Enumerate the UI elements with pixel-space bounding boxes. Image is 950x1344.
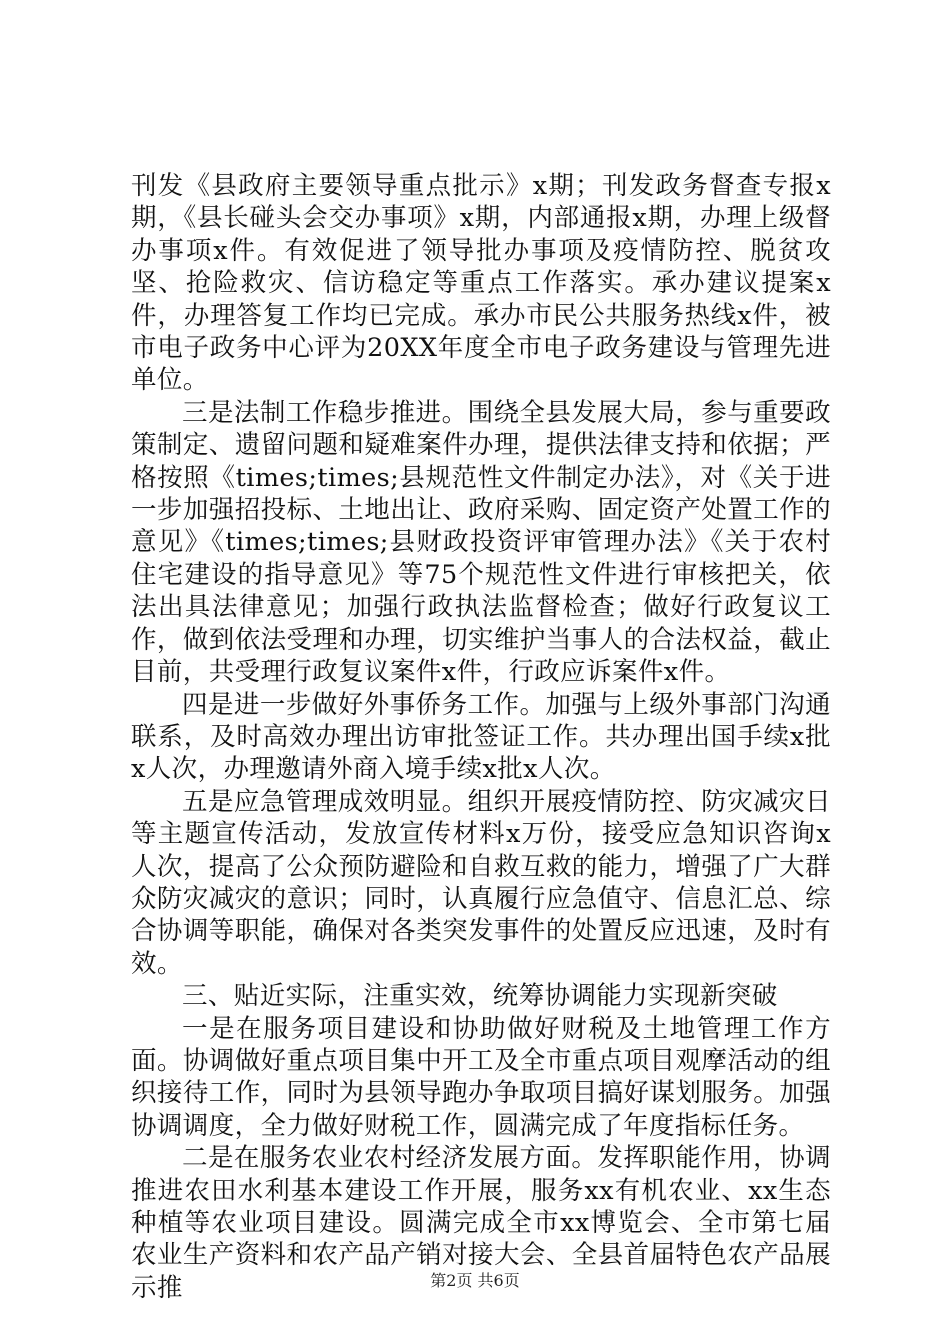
paragraph-legal-work: 三是法制工作稳步推进。围绕全县发展大局，参与重要政策制定、遗留问题和疑难案件办理，提供法律支持和依据；严格按照《times;times;县规范性文件制定办法》，对《关于进一步加强招投标、土地出让、政府采购、固定资产处置工作的意见》《times;times;县财政投资评审管理办法》《关于农村住宅建设的指导意见》等75个规范性文件进行审核把关，依法出具法律意见；加强行政执法监督检查；做好行政复议工作，做到依法受理和办理，切实维护当事人的合法权益，截止目前，共受理行政复议案件x件，行政应诉案件x件。 bbox=[131, 397, 831, 688]
paragraph-agriculture: 二是在服务农业农村经济发展方面。发挥职能作用，协调推进农田水利基本建设工作开展，服务xx有机农业、xx生态种植等农业项目建设。圆满完成全市xx博览会、全市第七届农业生产资料和农产品产销对接大会、全县首届特色农产品展示推 bbox=[131, 1143, 831, 1303]
paragraph-emergency-management: 五是应急管理成效明显。组织开展疫情防控、防灾减灾日等主题宣传活动，发放宣传材料x万份，接受应急知识咨询x人次，提高了公众预防避险和自救互救的能力，增强了广大群众防灾减灾的意识；同时，认真履行应急值守、信息汇总、综合协调等职能，确保对各类突发事件的处置反应迅速，及时有效。 bbox=[131, 786, 831, 979]
paragraph-project-construction: 一是在服务项目建设和协助做好财税及土地管理工作方面。协调做好重点项目集中开工及全市重点项目观摩活动的组织接待工作，同时为县领导跑办争取项目搞好谋划服务。加强协调调度，全力做好财税工作，圆满完成了年度指标任务。 bbox=[131, 1013, 831, 1141]
paragraph-continued: 刊发《县政府主要领导重点批示》x期；刊发政务督查专报x期，《县长碰头会交办事项》x期，内部通报x期，办理上级督办事项x件。有效促进了领导批办事项及疫情防控、脱贫攻坚、抢险救灾、信访稳定等重点工作落实。承办建议提案x件，办理答复工作均已完成。承办市民公共服务热线x件，被市电子政务中心评为20XX年度全市电子政务建设与管理先进单位。 bbox=[131, 171, 831, 396]
paragraph-foreign-affairs: 四是进一步做好外事侨务工作。加强与上级外事部门沟通联系，及时高效办理出访审批签证工作。共办理出国手续x批x人次，办理邀请外商入境手续x批x人次。 bbox=[131, 689, 831, 785]
page-footer: 第2页 共6页 bbox=[430, 1271, 520, 1290]
section-heading-coordination: 三、贴近实际，注重实效，统筹协调能力实现新突破 bbox=[182, 981, 778, 1012]
document-body bbox=[131, 170, 831, 1304]
